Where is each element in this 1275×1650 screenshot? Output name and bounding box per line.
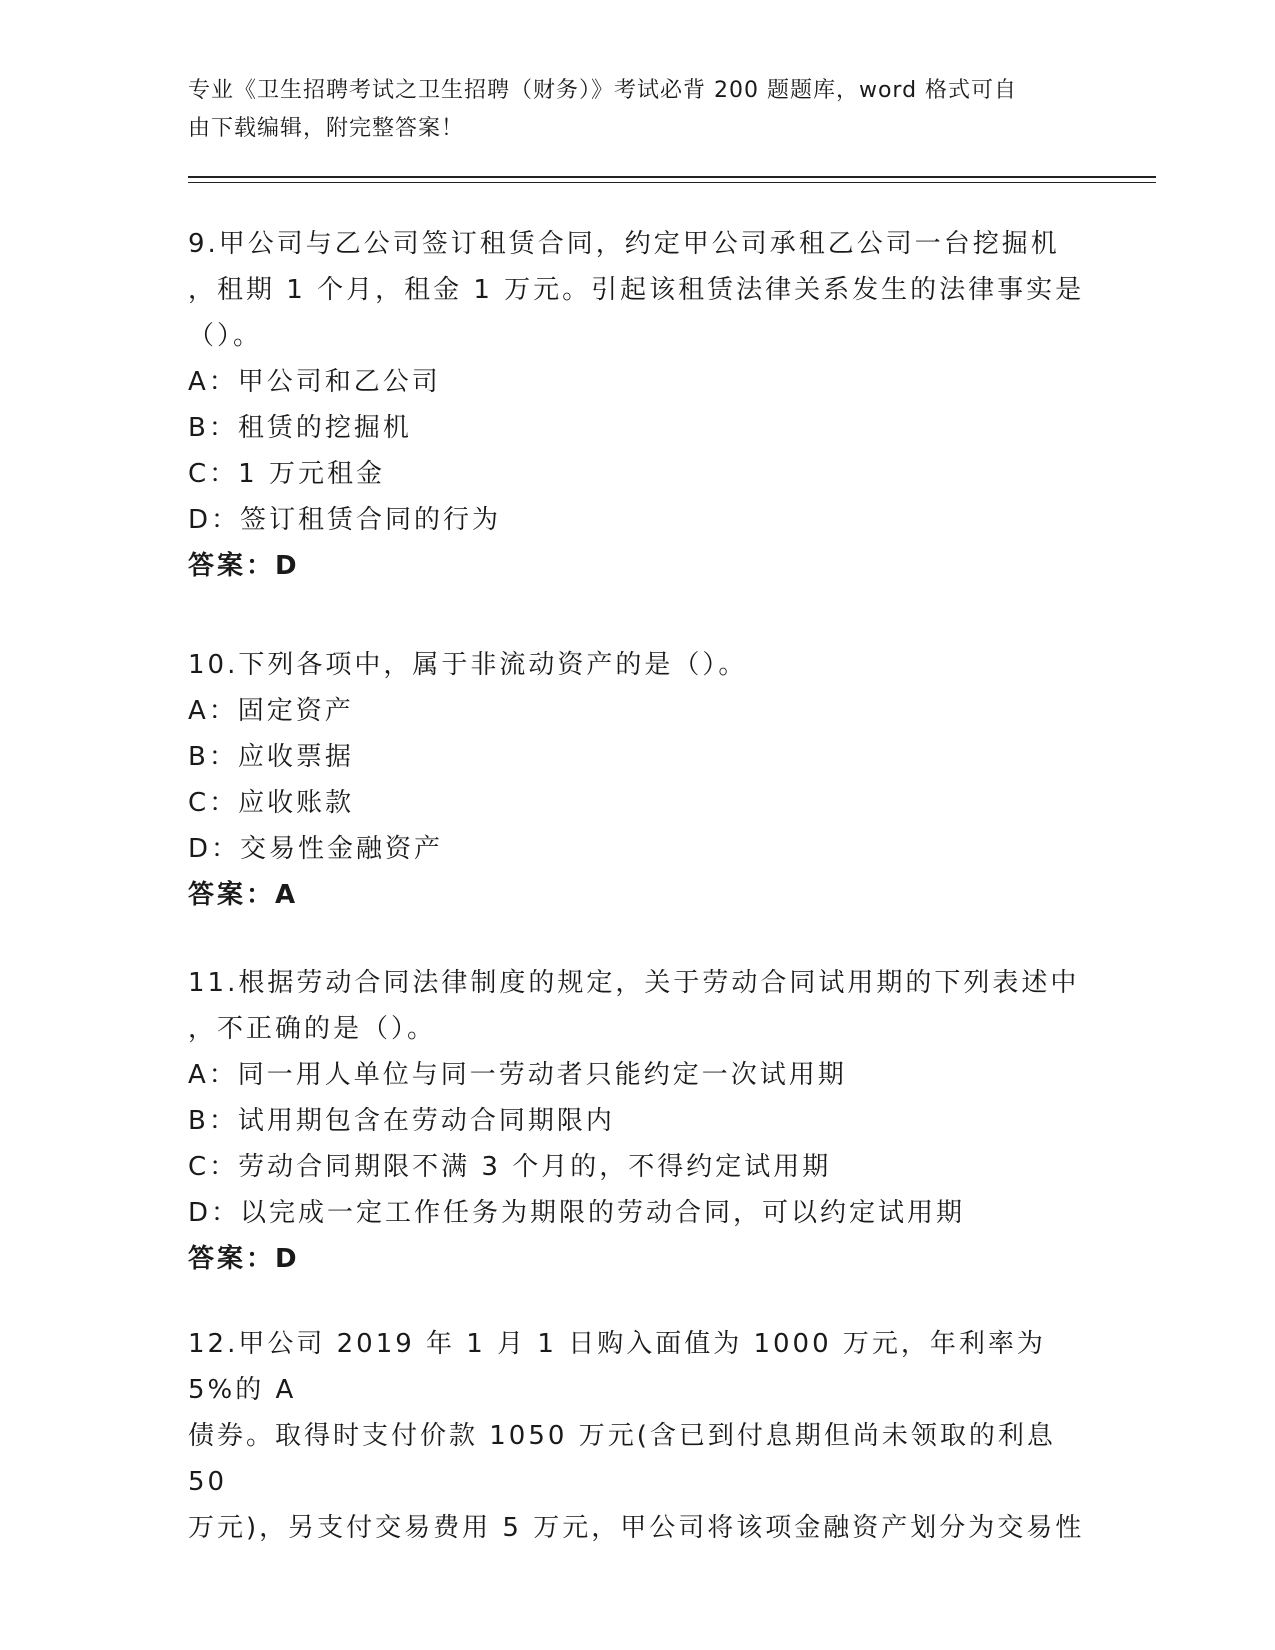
answer: 答案：A xyxy=(188,880,299,910)
option-a: A：固定资产 xyxy=(188,696,354,726)
option-c: C：应收账款 xyxy=(188,788,355,818)
question-stem-line: 9.甲公司与乙公司签订租赁合同，约定甲公司承租乙公司一台挖掘机 xyxy=(188,229,1060,259)
option-a: A：甲公司和乙公司 xyxy=(188,367,441,397)
option-d: D：签订租赁合同的行为 xyxy=(188,505,502,535)
question-stem-line: ，不正确的是（）。 xyxy=(188,1014,437,1044)
question-11 xyxy=(188,960,1088,1282)
option-d: D：交易性金融资产 xyxy=(188,834,444,864)
option-b: B：试用期包含在劳动合同期限内 xyxy=(188,1106,615,1136)
question-stem-line: 11.根据劳动合同法律制度的规定，关于劳动合同试用期的下列表述中 xyxy=(188,968,1080,998)
header-divider-thin xyxy=(188,182,1156,183)
question-9 xyxy=(188,221,1088,589)
question-stem-line: （）。 xyxy=(188,321,263,351)
option-a: A：同一用人单位与同一劳动者只能约定一次试用期 xyxy=(188,1060,847,1090)
document-header xyxy=(188,72,1068,148)
header-line-1: 专业《卫生招聘考试之卫生招聘（财务）》考试必背 200 题题库，word 格式可自 xyxy=(188,78,1018,103)
option-b: B：租赁的挖掘机 xyxy=(188,413,412,443)
option-c: C：劳动合同期限不满 3 个月的，不得约定试用期 xyxy=(188,1152,832,1182)
option-b: B：应收票据 xyxy=(188,742,354,772)
question-stem-line: 债券。取得时支付价款 1050 万元(含已到付息期但尚未领取的利息 50 xyxy=(188,1421,1056,1497)
answer: 答案：D xyxy=(188,551,300,581)
question-10 xyxy=(188,642,1088,918)
question-stem-line: 12.甲公司 2019 年 1 月 1 日购入面值为 1000 万元，年利率为 5%的 A xyxy=(188,1329,1046,1405)
question-stem-line: 10.下列各项中，属于非流动资产的是（）。 xyxy=(188,650,748,680)
question-stem-line: 万元)，另支付交易费用 5 万元，甲公司将该项金融资产划分为交易性 xyxy=(188,1513,1085,1543)
header-line-2: 由下载编辑，附完整答案！ xyxy=(188,116,465,141)
question-stem-line: ，租期 1 个月，租金 1 万元。引起该租赁法律关系发生的法律事实是 xyxy=(188,275,1085,305)
option-c: C：1 万元租金 xyxy=(188,459,385,489)
option-d: D：以完成一定工作任务为期限的劳动合同，可以约定试用期 xyxy=(188,1198,966,1228)
question-12 xyxy=(188,1321,1088,1551)
header-divider xyxy=(188,176,1156,178)
answer: 答案：D xyxy=(188,1244,300,1274)
